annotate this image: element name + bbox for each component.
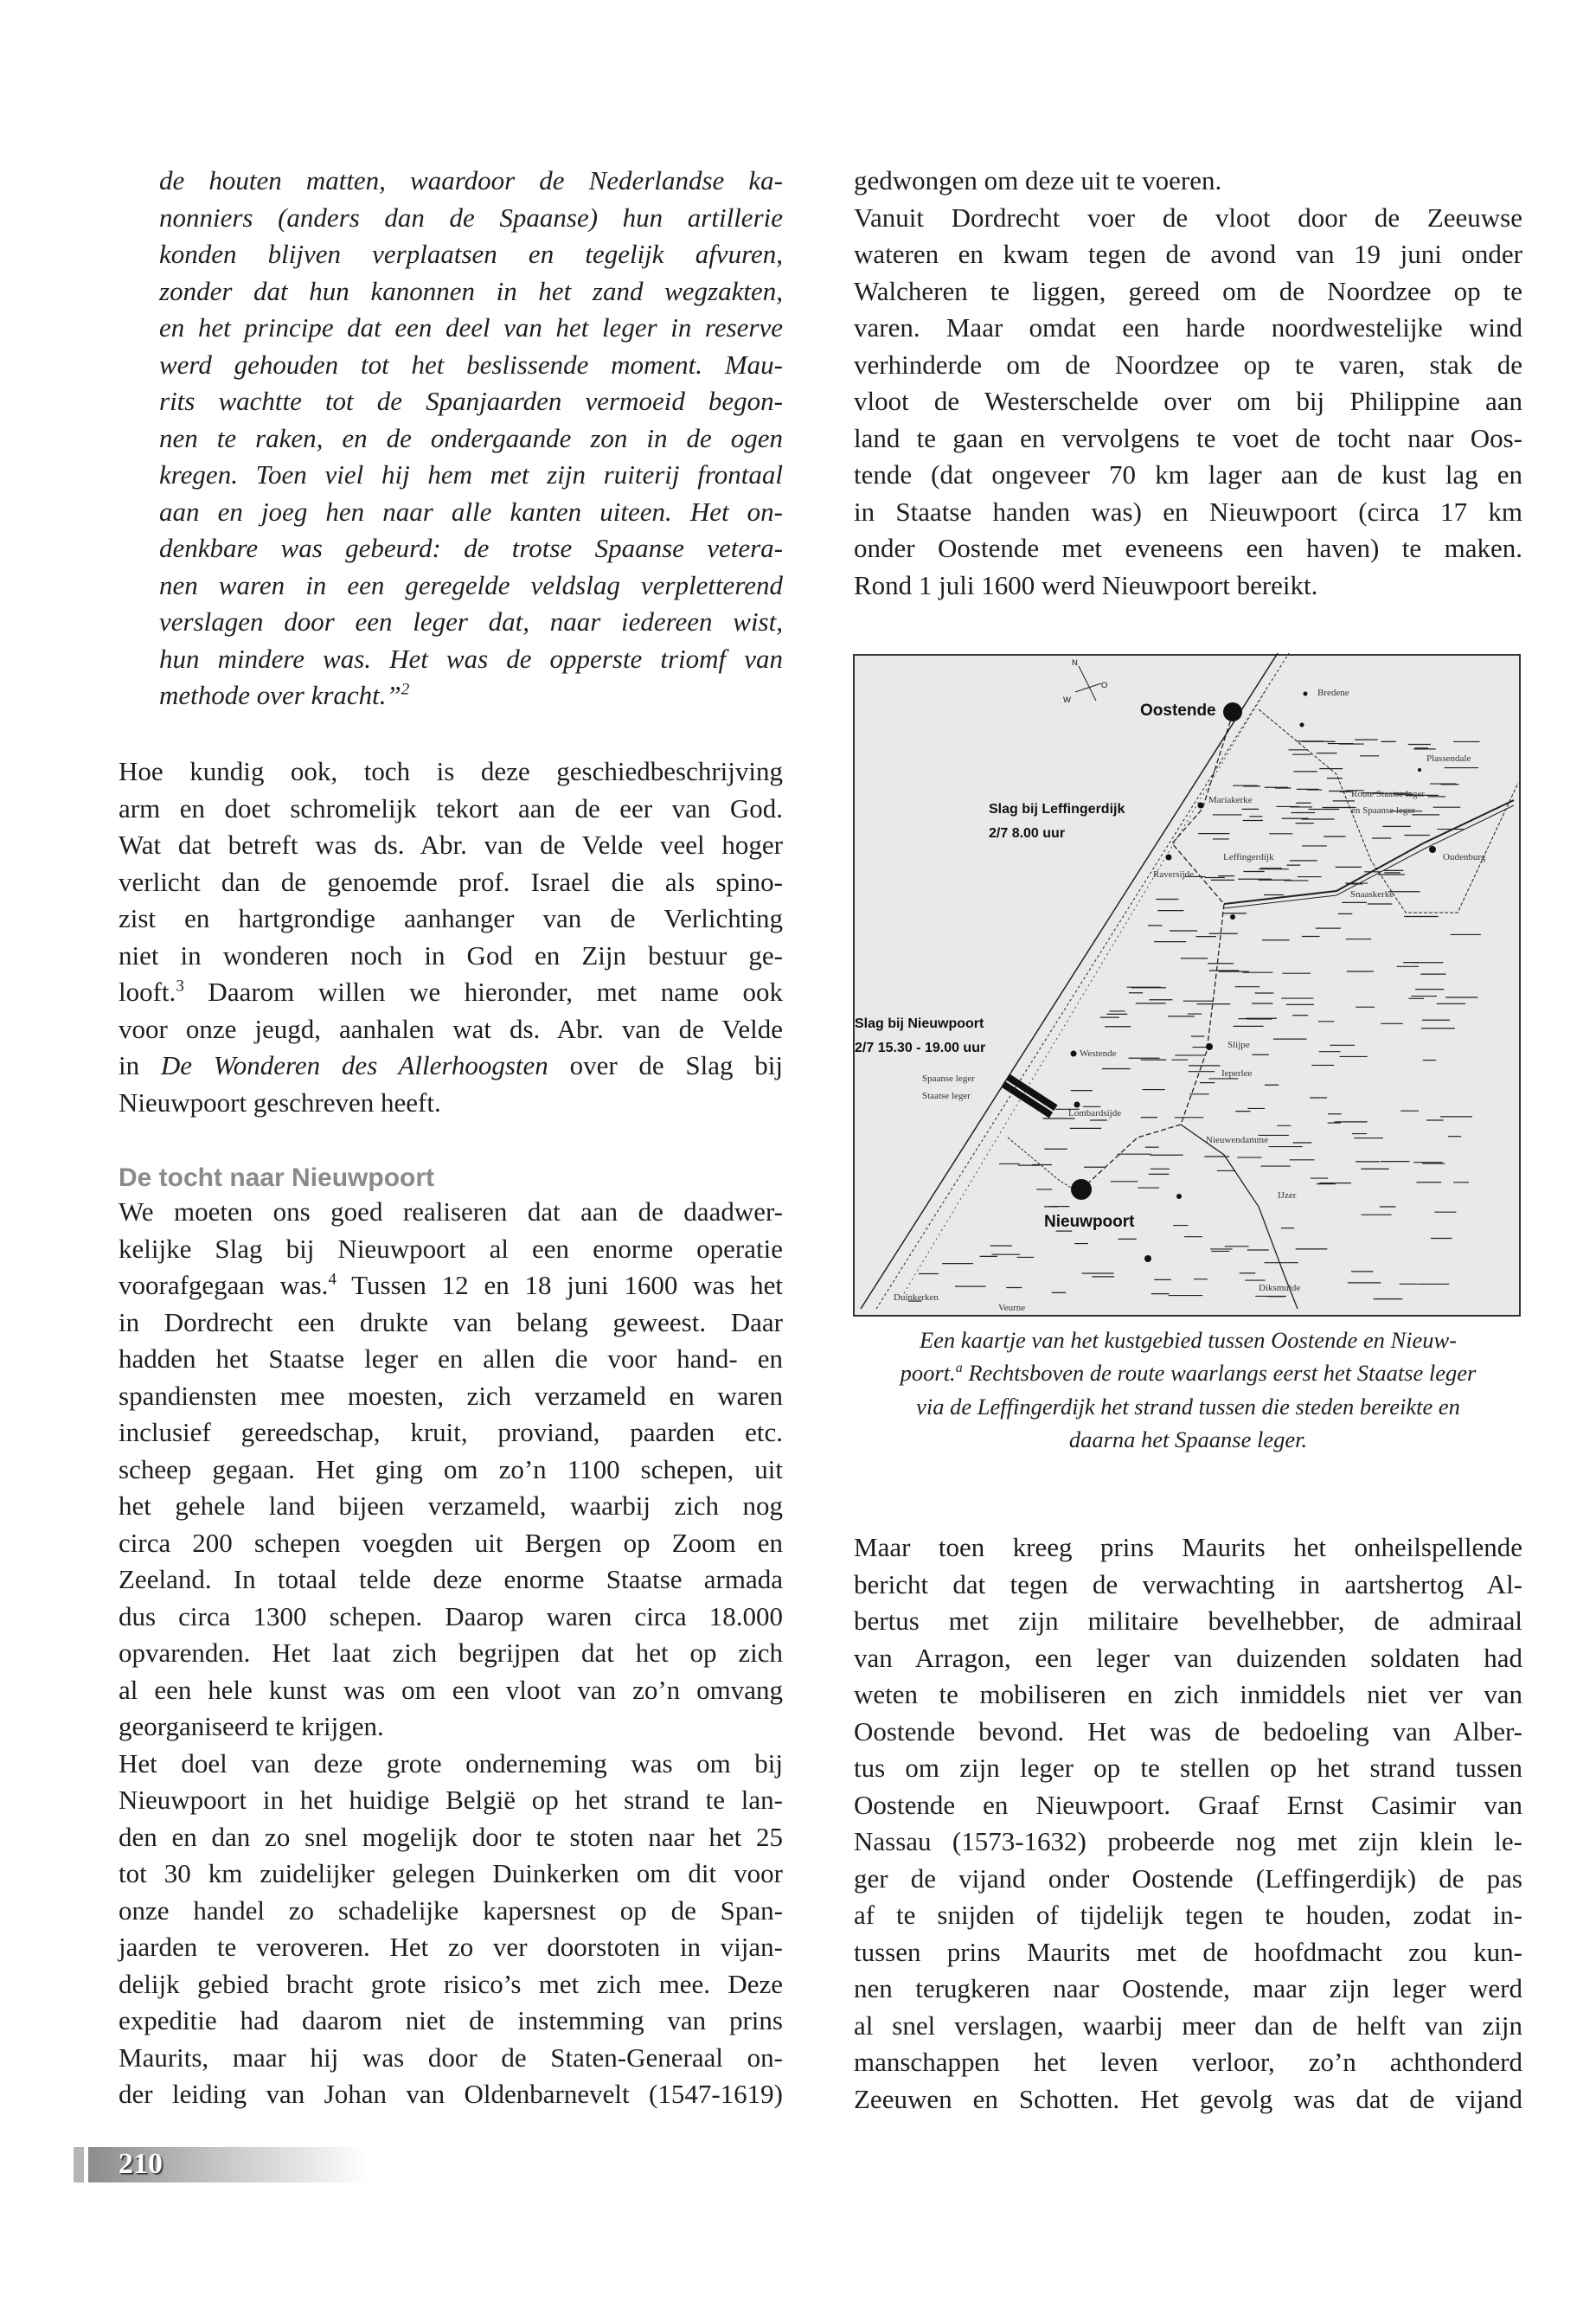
place-label: Plassendale — [1426, 753, 1471, 764]
text-line: tus om zijn leger op te stellen op het strand tussen — [854, 1753, 1522, 1783]
city-label: Oostende — [1140, 702, 1216, 720]
text-segment: over de Slag bij — [548, 1050, 783, 1080]
text-line: spandiensten mee moesten, zich verzameld en waren — [119, 1380, 783, 1411]
text-line: arm en doet schromelijk tekort aan de eer van God. — [119, 792, 783, 824]
text-line: denkbare was gebeurd: de trotse Spaanse vetera- — [159, 533, 783, 563]
text-line: opvarenden. Het laat zich begrijpen dat het op zich — [119, 1638, 783, 1668]
text-line: Walcheren te liggen, gereed om de Noordzee op te — [854, 275, 1522, 306]
text-segment: Tussen 12 en 18 juni 1600 was het — [336, 1270, 783, 1300]
route-label: Route Staatse leger — [1351, 789, 1425, 799]
text-line: kelijke Slag bij Nieuwpoort al een enorme operatie — [119, 1233, 783, 1264]
text-line: Een kaartje van het kustgebied tussen Oostende en Nieuw- — [919, 1327, 1458, 1353]
text-line: bericht dat tegen de verwachting in aartshertog Al- — [854, 1568, 1522, 1599]
paragraph — [854, 1529, 1522, 2118]
text-segment: voorafgegaan was. — [119, 1270, 329, 1300]
place-label: Leffingerdijk — [1223, 852, 1274, 862]
paragraph — [854, 163, 1522, 200]
text-line: daarna het Spaanse leger. — [1068, 1426, 1308, 1453]
text-line: en het principe dat een deel van het leger in reserve — [159, 312, 783, 343]
route-label: en Spaanse leger — [1351, 805, 1415, 816]
text-line: onze handel zo schadelijke kapersnest op de Span- — [119, 1894, 783, 1926]
compass-north-label: N — [1072, 658, 1078, 668]
text-segment: Rechtsboven de route waarlangs eerst het Staatse leger — [962, 1360, 1477, 1387]
text-line: al snel verslagen, waarbij meer dan de helft van zijn — [854, 2009, 1522, 2041]
text-line: weten te mobiliseren en zich inmiddels niet ver van — [854, 1679, 1522, 1709]
text-line: nen te raken, en de ondergaande zon in de ogen — [159, 422, 783, 453]
place-label: IJzer — [1278, 1190, 1297, 1201]
battle-label: Slag bij Nieuwpoort — [855, 1016, 984, 1031]
text-line: Zeeuwen en Schotten. Het gevolg was dat de vijand — [854, 2083, 1522, 2114]
text-line: den en dan zo snel mogelijk door te stoten naar het 25 — [119, 1821, 783, 1852]
section-heading: De tocht naar Nieuwpoort — [119, 1163, 435, 1192]
footnote-marker: 4 — [328, 1270, 337, 1289]
text-line: Maar toen kreeg prins Maurits het onheilspellende — [854, 1532, 1522, 1562]
text-segment: looft. — [119, 977, 176, 1007]
text-line: de houten matten, waardoor de Nederlandse ka- — [159, 165, 783, 195]
text-line: bertus met zijn militaire bevelhebber, de admiraal — [854, 1606, 1522, 1636]
text-line: hadden het Staatse leger en allen die voor hand- en — [119, 1343, 783, 1374]
text-line: nonniers (anders dan de Spaanse) hun artillerie — [159, 202, 783, 233]
text-line: Nassau (1573-1632) probeerde nog met zijn klein le- — [854, 1826, 1522, 1856]
paragraph — [119, 1746, 783, 2113]
text-line: Hoe kundig ook, toch is deze geschiedbeschrijving — [119, 756, 783, 786]
italic-title: De Wonderen des Allerhoogsten — [160, 1050, 548, 1080]
text-line: jaarden te veroveren. Het zo ver doorstoten in vijan- — [119, 1932, 783, 1962]
text-line: nen waren in een geregelde veldslag verpletterend — [159, 569, 783, 600]
text-line: ger de vijand onder Oostende (Leffingerdijk) de pas — [854, 1862, 1522, 1894]
text-line — [159, 677, 783, 715]
page-number: 210 — [119, 2148, 163, 2180]
place-label: Snaaskerke — [1350, 889, 1394, 900]
text-line: verlicht dan de genoemde prof. Israel die als spino- — [119, 866, 783, 897]
text-line: dus circa 1300 schepen. Daarop waren circa 18.000 — [119, 1600, 783, 1631]
text-line: circa 200 schepen voegden uit Bergen op Zoom en — [119, 1527, 783, 1558]
text-line: Oostende en Nieuwpoort. Graaf Ernst Casimir van — [854, 1789, 1522, 1820]
text-segment: poort. — [900, 1360, 956, 1387]
text-line: Vanuit Dordrecht voer de vloot door de Zeeuwse — [854, 202, 1522, 233]
text-line: der leiding van Johan van Oldenbarnevelt (1547-1619) — [119, 2079, 783, 2109]
place-label: Veurne — [998, 1303, 1026, 1313]
text-line: tussen prins Maurits met de hoofdmacht zou kun- — [854, 1936, 1522, 1967]
text-line: Het doel van deze grote onderneming was om bij — [119, 1747, 783, 1779]
text-line: tende (dat ongeveer 70 km lager aan de kust lag en — [854, 459, 1522, 490]
text-line: gedwongen om deze uit te voeren. — [854, 165, 1222, 195]
text-line: nen terugkeren naar Oostende, maar zijn leger werd — [854, 1973, 1522, 2003]
paragraph — [119, 753, 783, 1121]
place-label: Raversijde — [1153, 869, 1195, 880]
text-line: tot 30 km zuidelijker gelegen Duinkerken om dit voor — [119, 1858, 783, 1888]
text-line: Zeeland. In totaal telde deze enorme Staatse armada — [119, 1564, 783, 1594]
text-line: delijk gebied bracht grote risico’s met zich mee. Deze — [119, 1968, 783, 1999]
nieuwpoort-marker — [1071, 1179, 1092, 1200]
place-label: Nieuwendamme — [1206, 1135, 1269, 1145]
text-line: varen. Maar omdat een harde noordwestelijke wind — [854, 312, 1522, 343]
text-line: Nieuwpoort geschreven heeft. — [119, 1086, 441, 1118]
text-line: in Staatse handen was) en Nieuwpoort (circa 17 km — [854, 496, 1522, 527]
text-line: aan en joeg hen naar alle kanten uiteen. Het on- — [159, 496, 783, 527]
oostende-marker — [1223, 702, 1242, 721]
text-line: Nieuwpoort in het huidige België op het strand te lan- — [119, 1785, 783, 1815]
text-line: Oostende bevond. Het was de bedoeling van Alber- — [854, 1715, 1522, 1747]
text-line: onder Oostende met eveneens een haven) te maken. — [854, 533, 1522, 563]
text-line: in Dordrecht een drukte van belang geweest. Daar — [119, 1306, 783, 1337]
quote-block — [159, 163, 783, 715]
place-label: Bredene — [1317, 688, 1349, 698]
city-label: Nieuwpoort — [1044, 1213, 1135, 1231]
text-line: werd gehouden tot het beslissende moment. Mau- — [159, 349, 783, 380]
compass-west-label: W — [1063, 695, 1071, 705]
place-label: Ieperlee — [1221, 1068, 1253, 1079]
text-line — [119, 1267, 783, 1304]
army-label: Staatse leger — [922, 1091, 971, 1101]
place-label: Mariakerke — [1208, 795, 1253, 805]
map-frame — [854, 655, 1520, 1316]
battle-label: Slag bij Leffingerdijk — [989, 802, 1125, 817]
map-caption — [854, 1324, 1522, 1457]
text-line — [854, 1356, 1522, 1389]
battle-time-label: 2/7 15.30 - 19.00 uur — [855, 1041, 986, 1055]
map-figure — [852, 653, 1527, 1328]
text-line: verhinderde om de Noordzee op te varen, stak de — [854, 349, 1522, 380]
footnote-marker: 3 — [176, 977, 184, 996]
text-line: expeditie had daarom niet de instemming van prins — [119, 2005, 783, 2035]
text-line: scheep gegaan. Het ging om zo’n 1100 schepen, uit — [119, 1453, 783, 1484]
text-line: van Arragon, een leger van duizenden soldaten had — [854, 1642, 1522, 1673]
text-line — [119, 974, 783, 1011]
text-line: zist en hartgrondige aanhanger van de Verlichting — [119, 903, 783, 933]
compass-east-label: O — [1101, 681, 1108, 690]
text-line: Rond 1 juli 1600 werd Nieuwpoort bereikt. — [854, 569, 1318, 600]
text-line: Wat dat betreft was ds. Abr. van de Velde veel hoger — [119, 830, 783, 860]
text-line: vloot de Westerschelde over om bij Philippine aan — [854, 386, 1522, 416]
text-line: af te snijden of tijdelijk tegen te houden, zodat in- — [854, 1900, 1522, 1930]
place-label: Slijpe — [1227, 1040, 1250, 1050]
text-line: kregen. Toen viel hij hem met zijn ruiterij frontaal — [159, 459, 783, 490]
text-line: inclusief gereedschap, kruit, proviand, paarden etc. — [119, 1417, 783, 1447]
text-line: We moeten ons goed realiseren dat aan de daadwer- — [119, 1196, 783, 1227]
text-line: wateren en kwam tegen de avond van 19 juni onder — [854, 239, 1522, 269]
text-segment: Daarom willen we hieronder, met name ook — [183, 977, 783, 1007]
text-line: via de Leffingerdijk het strand tussen die steden bereikte en — [916, 1393, 1460, 1420]
text-line: zonder dat hun kanonnen in het zand wegzakten, — [159, 275, 783, 306]
place-label: Duinkerken — [894, 1292, 939, 1303]
text-line: voor onze jeugd, aanhalen wat ds. Abr. van de Velde — [119, 1013, 783, 1044]
army-label: Spaanse leger — [922, 1074, 975, 1084]
place-label: Lombardsijde — [1068, 1108, 1122, 1118]
place-label: Diksmuide — [1259, 1283, 1301, 1293]
text-line: verslagen door een leger dat, naar iedereen wist, — [159, 606, 783, 637]
text-segment: methode over kracht.” — [159, 680, 401, 710]
text-line: rits wachtte tot de Spanjaarden vermoeid begon- — [159, 386, 783, 416]
footnote-marker: 2 — [401, 680, 410, 699]
text-line — [119, 1048, 783, 1085]
text-segment: in — [119, 1050, 161, 1080]
text-line: manschappen het leven verloor, zo’n achthonderd — [854, 2047, 1522, 2077]
text-line: konden blijven verplaatsen en tegelijk afvuren, — [159, 239, 783, 269]
battle-time-label: 2/7 8.00 uur — [989, 826, 1066, 841]
text-line: hun mindere was. Het was de opperste triomf van — [159, 643, 783, 674]
text-line: niet in wonderen noch in God en Zijn bestuur ge- — [119, 939, 783, 971]
place-label: Oudenburg — [1443, 852, 1486, 862]
footnote-marker: a — [955, 1361, 963, 1376]
paragraph — [119, 1194, 783, 1746]
paragraph — [854, 200, 1522, 605]
text-line: Maurits, maar hij was door de Staten-Generaal on- — [119, 2041, 783, 2073]
text-line: al een hele kunst was om een vloot van zo’n omvang — [119, 1674, 783, 1705]
place-label: Westende — [1080, 1048, 1117, 1059]
text-line: het gehele land bijeen verzameld, waarbij zich nog — [119, 1490, 783, 1521]
page-number-marker — [74, 2147, 84, 2182]
text-line: georganiseerd te krijgen. — [119, 1711, 384, 1741]
text-line: land te gaan en vervolgens te voet de tocht naar Oos- — [854, 422, 1522, 453]
